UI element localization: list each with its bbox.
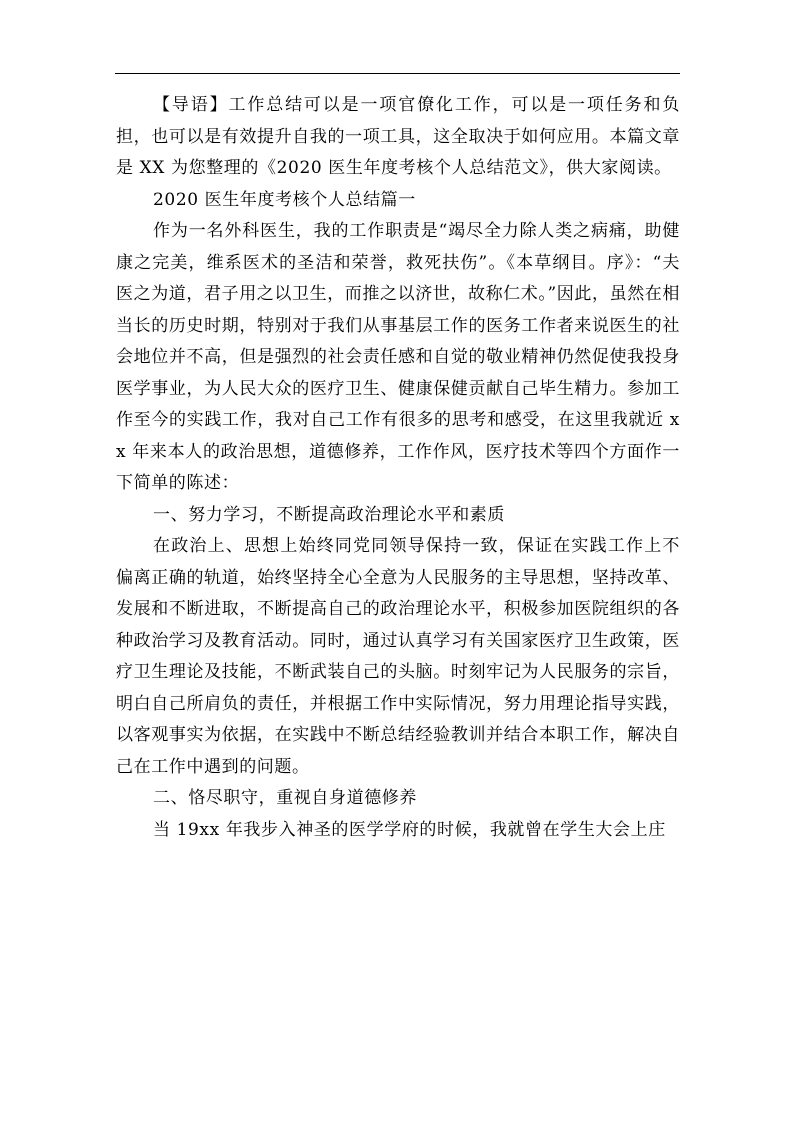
intro-paragraph: 【导语】工作总结可以是一项官僚化工作，可以是一项任务和负担，也可以是有效提升自我的一项工具，这全取决于如何应用。本篇文章是 XX 为您整理的《2020 医生年度考核个人总结范文》，供大家阅读。	[116, 95, 680, 178]
body-paragraph-3: 当 19xx 年我步入神圣的医学学府的时候，我就曾在学生大会上庄	[153, 819, 666, 840]
section-heading-1: 一、努力学习，不断提高政治理论水平和素质	[153, 504, 505, 525]
header-rule	[115, 73, 680, 74]
document-title: 2020 医生年度考核个人总结篇一	[153, 189, 416, 210]
body-paragraph-2: 在政治上、思想上始终同党同领导保持一致，保证在实践工作上不偏离正确的轨道，始终坚持全心全意为人民服务的主导思想，坚持改革、发展和不断进取，不断提高自己的政治理论水平，积极参加医院组织的各种政治学习及教育活动。同时，通过认真学习有关国家医疗卫生政策，医疗卫生理论及技能，不断武装自己的头脑。时刻牢记为人民服务的宗旨，明白自己所肩负的责任，并根据工作中实际情况，努力用理论指导实践，以客观事实为依据，在实践中不断总结经验教训并结合本职工作，解决自己在工作中遇到的问题。	[116, 536, 680, 777]
body-paragraph-1: 作为一名外科医生，我的工作职责是“竭尽全力除人类之病痛，助健康之完美，维系医术的圣洁和荣誉，救死扶伤”。《本草纲目。序》：“夫医之为道，君子用之以卫生，而推之以济世，故称仁术。”因此，虽然在相当长的历史时期，特别对于我们从事基层工作的医务工作者来说医生的社会地位并不高，但是强烈的社会责任感和自觉的敬业精神仍然促使我投身医学事业，为人民大众的医疗卫生、健康保健贡献自己毕生精力。参加工作至今的实践工作，我对自己工作有很多的思考和感受，在这里我就近 xx 年来本人的政治思想，道德修养，工作作风，医疗技术等四个方面作一下简单的陈述：	[116, 221, 680, 493]
section-heading-2: 二、恪尽职守，重视自身道德修养	[153, 788, 417, 808]
document-body	[116, 90, 680, 846]
